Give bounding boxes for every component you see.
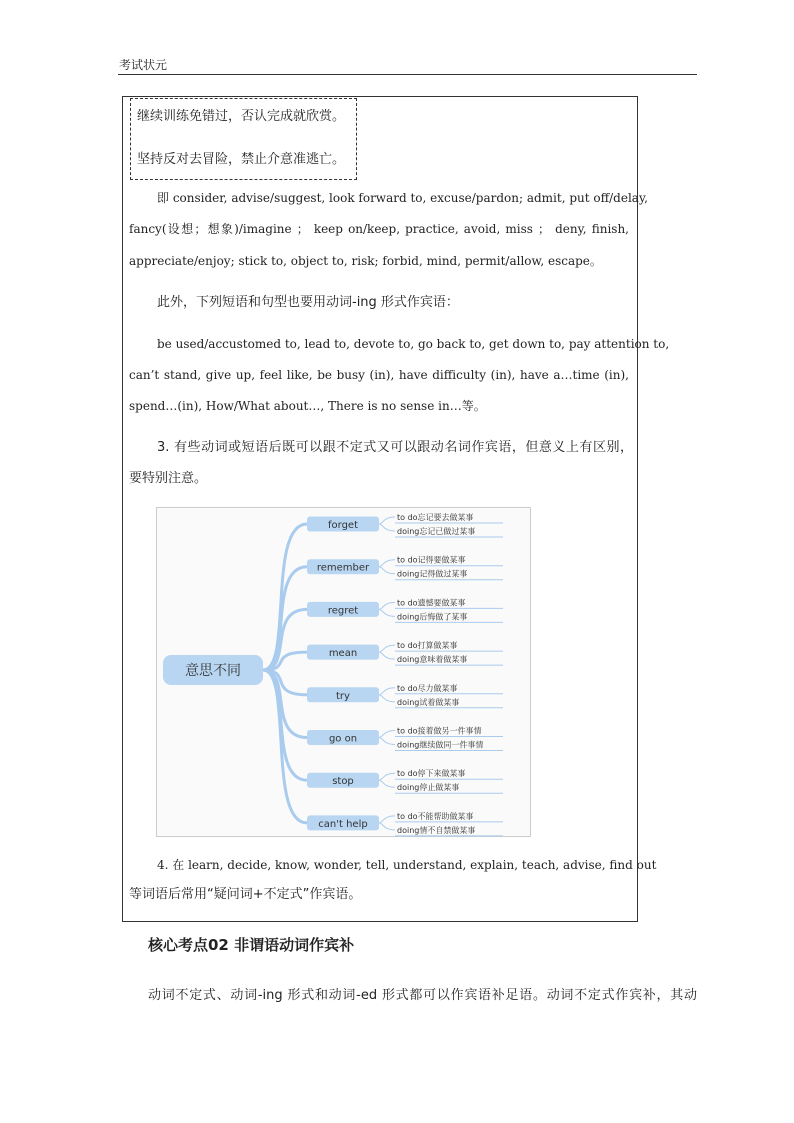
mind-map-svg [157, 508, 532, 838]
mind-map-leaf-link [379, 609, 395, 616]
mind-map-leaf-todo: to do接着做另一件事情 [397, 726, 482, 736]
mind-map-leaf-doing: doing试着做某事 [397, 697, 460, 707]
mind-map-leaf-link [379, 560, 395, 567]
mind-map-verb-label: mean [328, 648, 358, 660]
point4-line-1: 4. 在 learn, decide, know, wonder, tell, understand, explain, teach, advise, find out [157, 858, 657, 872]
verb-list-line-2: fancy(设想；想象)/imagine ； keep on/keep, practice, avoid, miss ； deny, finish, [129, 222, 629, 236]
section-body: 动词不定式、动词-ing 形式和动词-ed 形式都可以作宾语补足语。动词不定式作宾补，其动 [148, 988, 697, 1003]
mind-map-verb-label: stop [332, 776, 354, 788]
mind-map-leaf-todo: to do停下来做某事 [397, 769, 466, 779]
point4-line-2: 等词语后常用“疑问词+不定式”作宾语。 [129, 887, 362, 902]
mind-map-leaf-doing: doing忘记已做过某事 [397, 527, 476, 536]
mind-map-branch [263, 609, 307, 670]
mind-map-verb-label: can't help [318, 818, 368, 830]
mind-map-leaf-link [379, 773, 395, 780]
mind-map [156, 507, 531, 837]
mind-map-leaf-link [379, 816, 395, 823]
verb-list-line-1: 即 consider, advise/suggest, look forward to, excuse/pardon; admit, put off/delay, [157, 191, 648, 205]
mind-map-leaf-doing: doing继续做同一件事情 [397, 740, 484, 750]
phrases-line-1: be used/accustomed to, lead to, devote to, go back to, get down to, pay attention to, [157, 337, 670, 351]
mind-map-leaf-todo: to do不能帮助做某事 [397, 811, 474, 821]
phrases-line-3: spend…(in), How/What about…, There is no sense in…等。 [129, 399, 486, 413]
mind-map-leaf-doing: doing停止做某事 [397, 783, 460, 793]
mind-map-leaf-link [379, 602, 395, 609]
point3-line-1: 3. 有些动词或短语后既可以跟不定式又可以跟动名词作宾语，但意义上有区别， [157, 440, 633, 455]
mind-map-leaf-link [379, 567, 395, 574]
header-divider [118, 74, 697, 75]
mind-map-branch [263, 567, 307, 670]
point3-line-2: 要特别注意。 [129, 471, 208, 486]
mind-map-root-label: 意思不同 [185, 663, 241, 679]
mind-map-verb-label: forget [328, 520, 358, 531]
mind-map-verb-label: try [336, 690, 350, 702]
mind-map-leaf-doing: doing后悔做了某事 [397, 612, 468, 622]
phrases-line-2: can’t stand, give up, feel like, be busy (in), have difficulty (in), have a…time (in), [129, 368, 629, 382]
mind-map-leaf-doing: doing情不自禁做某事 [397, 825, 476, 835]
mind-map-leaf-link [379, 517, 395, 524]
mind-map-leaf-todo: to do尽力做某事 [397, 683, 458, 693]
header-title: 考试状元 [119, 58, 168, 72]
mind-map-leaf-todo: to do记得要做某事 [397, 555, 466, 565]
mind-map-branch [263, 670, 307, 738]
mind-map-leaf-link [379, 823, 395, 830]
mind-map-leaf-link [379, 738, 395, 745]
mind-map-leaf-todo: to do打算做某事 [397, 641, 458, 651]
phrases-intro: 此外，下列短语和句型也要用动词-ing 形式作宾语： [157, 295, 459, 310]
mind-map-leaf-todo: to do忘记要去做某事 [397, 513, 474, 522]
mind-map-leaf-link [379, 780, 395, 787]
mind-map-leaf-doing: doing记得做过某事 [397, 569, 468, 579]
section-title: 核心考点02 非谓语动词作宾补 [148, 936, 355, 954]
mind-map-leaf-link [379, 645, 395, 652]
mnemonic-line-2: 坚持反对去冒险，禁止介意准逃亡。 [137, 152, 346, 167]
mind-map-leaf-doing: doing意味着做某事 [397, 655, 468, 665]
mind-map-verb-label: go on [328, 733, 358, 745]
mind-map-leaf-link [379, 688, 395, 695]
mind-map-leaf-link [379, 652, 395, 659]
mind-map-leaf-todo: to do遗憾要做某事 [397, 598, 466, 608]
mind-map-verb-label: remember [316, 562, 370, 574]
mind-map-verb-label: regret [327, 605, 359, 617]
verb-list-line-3: appreciate/enjoy; stick to, object to, risk; forbid, mind, permit/allow, escape。 [129, 254, 602, 268]
mnemonic-line-1: 继续训练免错过，否认完成就欣赏。 [137, 109, 346, 124]
mind-map-leaf-link [379, 731, 395, 738]
mind-map-leaf-link [379, 695, 395, 702]
mind-map-leaf-link [379, 524, 395, 531]
